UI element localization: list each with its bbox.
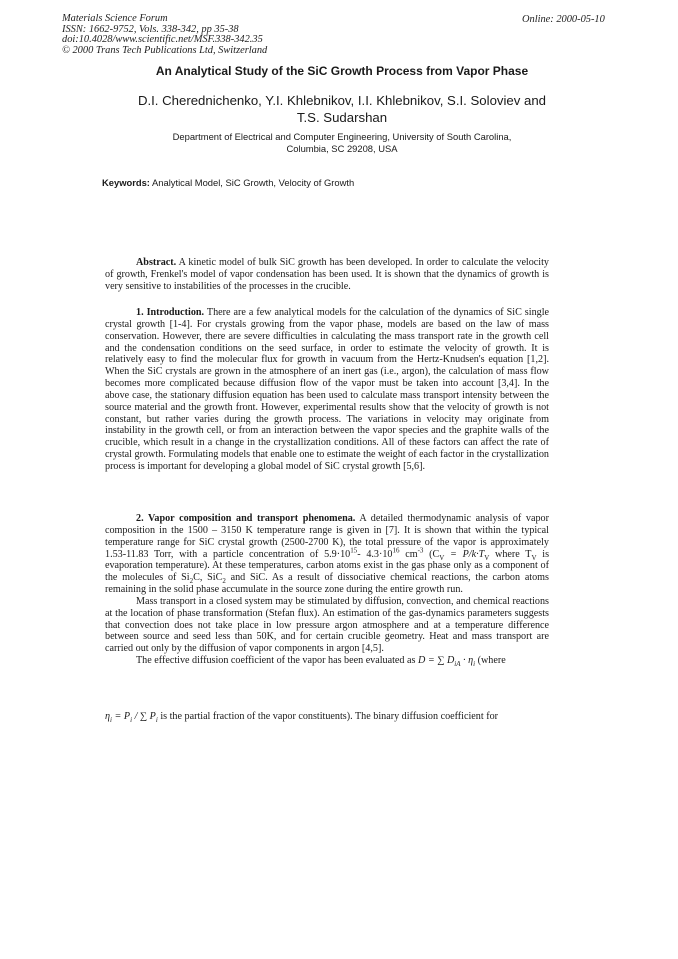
authors-line-2: T.S. Sudarshan xyxy=(296,110,388,125)
abstract-label: Abstract. xyxy=(136,257,177,268)
section-2-paragraph-1: 2. Vapor composition and transport phenomena. A detailed thermodynamic analysis of vapor composition in the 1500 – 3150 K temperature range is given in [7]. It is shown that within the typical temperature range for SiC crystal growth (2500-2700 K), the total pressure of the vapor is approximately 1.53-11.83 Torr, with a particle concentration of $5.9\cdot 10^{15}-$ $4.3\cdot 10^{16}$ $cm^{-3}$ ($C_V = P/k\cdot T_V$ where $T_V$ is evaporation temperature). At these temperatures, carbon atoms exist in the gas phase only as a component of the molecules of $Si_2C$, SiC$_2$ and SiC. As a result of dissociative chemical reactions, the carbon atoms remaining in the solid phase accumulate in the source zone during the entire growth run. xyxy=(105,513,550,596)
abstract-section xyxy=(105,257,549,293)
section-2-paragraph-2: Mass transport in a closed system may be stimulated by diffusion, convection, and chemical reactions at the location of phase transformation (Stefan flux). An estimation of the gas-dynamics parameters suggests that convection does not take place in low pressure argon atmosphere and at a temperature difference between source and seed less than 50K, and for certain crucible geometry. Heat and mass transport are carried out only by the diffusion of vapor components in argon [4,5]. xyxy=(105,595,549,655)
journal-name: Materials Science Forum xyxy=(62,13,168,24)
keywords-text: Analytical Model, SiC Growth, Velocity of Growth xyxy=(152,177,355,188)
intro-text: There are a few analytical models for the calculation of the dynamics of SiC single crystal growth [1-4]. For crystals growing from the vapor phase, models are based on the law of mass conservation. However, there are severe difficulties in calculating the mass transport rate in the growth cell and the condensation conditions on the seed surface, in order to estimate the velocity of growth. It is relatively easy to find the molecular flux for growth in vacuum from the Hertz-Knudsen's equation [1,2]. When the SiC crystals are grown in the atmosphere of an inert gas (i.e., argon), the calculation of mass flow becomes more complicated because diffusion flow of the vapor must be taken into account [3,4]. In the above case, the stationary diffusion equation has been used to calculate mass transport intensity between the source material and the growth front. However, experimental results show that the velocity of growth is not constant, but rather varies during the growth process. The variations in velocity may originate from instability in the growth cell, or from an interaction between the vapor species and the graphite walls of the crucible, which result in a change in the crystallization conditions. All of these factors can affect the rate of crystal growth. Formulating models that enable one to estimate the weight of each factor in the crystallization process is important for developing a global model of SiC crystal growth [5,6]. xyxy=(105,307,549,472)
section-2 xyxy=(105,513,549,667)
affiliation-line-2: Columbia, SC 29208, USA xyxy=(286,142,398,154)
online-date: Online: 2000-05-10 xyxy=(522,14,605,25)
journal-header xyxy=(62,14,267,56)
intro-heading: 1. Introduction. xyxy=(136,307,205,318)
issn-line: ISSN: 1662-9752, Vols. 338-342, pp 35-38 xyxy=(62,23,239,35)
authors-line-1: D.I. Cherednichenko, Y.I. Khlebnikov, I.I. Khlebnikov, S.I. Soloviev and xyxy=(137,93,547,108)
diffusion-equation: D = ∑ $D_{iA} \cdot \eta_i$ xyxy=(417,655,476,669)
affiliation xyxy=(62,131,622,154)
author-list xyxy=(62,92,622,126)
section-2-paragraph-3: The effective diffusion coefficient of the vapor has been evaluated as D = ∑ $D_{iA} \cdot \eta_i$ (where xyxy=(136,655,506,669)
paper-title: An Analytical Study of the SiC Growth Process from Vapor Phase xyxy=(155,64,529,78)
sec2-heading: 2. Vapor composition and transport phenomena. xyxy=(136,513,356,524)
partial-fraction-line xyxy=(105,711,549,723)
abstract-text: A kinetic model of bulk SiC growth has been developed. In order to calculate the velocity of growth, Frenkel's model of vapor condensation has been used. It is shown that the dynamics of growth is very sensitive to instabilities of the processes in the crucible. xyxy=(105,257,549,292)
partial-fraction-equation: $\eta_i = P_i$ / ∑ $P_i$ xyxy=(105,711,158,725)
copyright-line: © 2000 Trans Tech Publications Ltd, Switzerland xyxy=(62,44,268,56)
doi-line[interactable]: doi:10.4028/www.scientific.net/MSF.338-342.35 xyxy=(62,34,263,46)
introduction-section xyxy=(105,307,549,473)
keywords-line xyxy=(102,177,354,188)
keywords-label: Keywords: xyxy=(102,177,150,188)
partial-fraction-text: is the partial fraction of the vapor constituents). The binary diffusion coefficient for xyxy=(160,711,499,722)
affiliation-line-1: Department of Electrical and Computer Engineering, University of South Carolina, xyxy=(172,131,512,142)
